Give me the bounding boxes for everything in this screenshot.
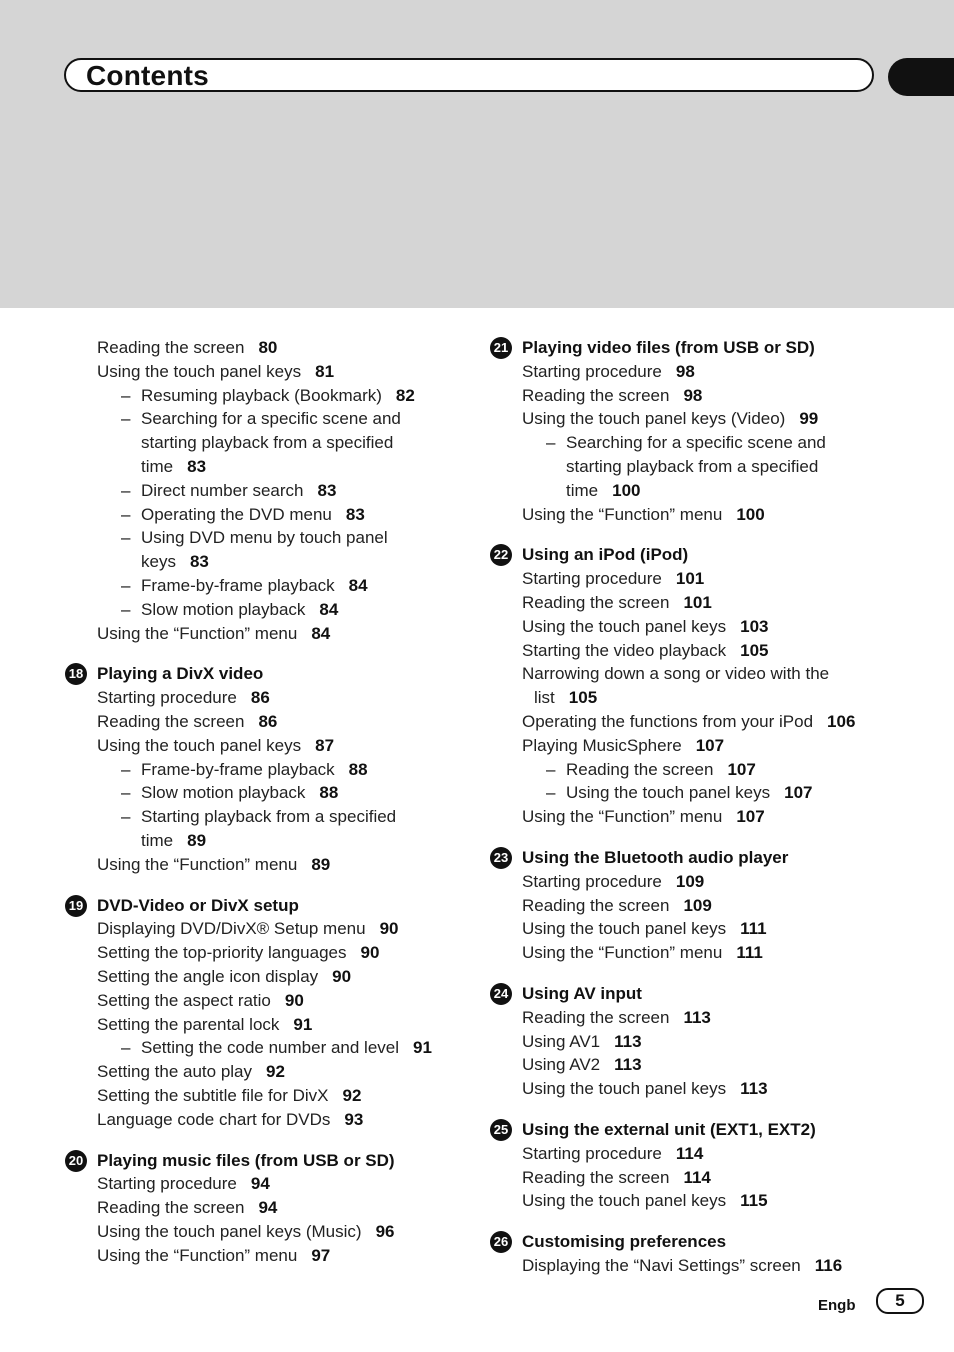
toc-entry-title: Starting the video playback <box>522 640 727 660</box>
toc-entry-title: Using the touch panel keys <box>566 783 771 803</box>
toc-entry-page: 89 <box>311 854 331 874</box>
toc-entry[interactable] <box>64 989 464 1013</box>
section-title: Using an iPod (iPod) <box>522 545 689 565</box>
toc-entry-page: 84 <box>311 623 331 643</box>
toc-entry-page: 86 <box>258 711 278 731</box>
toc-entry-title: Setting the aspect ratio <box>97 990 271 1010</box>
toc-entry[interactable] <box>489 639 929 663</box>
toc-entry[interactable] <box>489 781 929 805</box>
toc-entry-page: 113 <box>614 1031 642 1051</box>
toc-entry-page: 81 <box>315 361 335 381</box>
toc-entry-page: 101 <box>683 592 712 612</box>
section-title: DVD-Video or DivX setup <box>97 895 299 915</box>
dash-bullet: – <box>546 433 556 453</box>
toc-entry-page: 107 <box>695 735 725 755</box>
toc-entry-page: 87 <box>315 735 335 755</box>
dash-bullet: – <box>546 783 556 803</box>
toc-entry-page: 103 <box>740 616 769 636</box>
toc-entry[interactable] <box>64 574 464 598</box>
toc-entry-title: Reading the screen <box>522 1167 670 1187</box>
dash-bullet: – <box>121 807 131 827</box>
section-tab-marker <box>888 58 954 96</box>
toc-entry[interactable] <box>489 686 929 710</box>
toc-entry-page: 100 <box>612 480 641 500</box>
toc-entry-page: 105 <box>568 688 598 708</box>
toc-entry[interactable] <box>64 1172 464 1196</box>
toc-entry[interactable] <box>489 455 929 479</box>
toc-section-heading[interactable] <box>489 336 929 360</box>
toc-entry[interactable] <box>489 591 929 615</box>
toc-entry-title: Starting playback from a specified <box>141 807 397 827</box>
toc-section-heading[interactable] <box>489 543 929 567</box>
toc-entry[interactable] <box>489 1189 929 1213</box>
toc-entry-title: Setting the angle icon display <box>97 966 319 986</box>
section-number-badge: 20 <box>65 1150 87 1172</box>
toc-entry-title: Using AV2 <box>522 1055 601 1075</box>
toc-entry-title: Using the touch panel keys (Music) <box>97 1221 362 1241</box>
toc-entry[interactable] <box>489 917 929 941</box>
toc-entry-page: 90 <box>332 966 352 986</box>
toc-entry-title: Using the touch panel keys <box>522 919 727 939</box>
toc-entry-page: 91 <box>293 1014 313 1034</box>
toc-entry[interactable] <box>64 526 464 550</box>
toc-entry-page: 116 <box>814 1255 843 1275</box>
toc-entry[interactable] <box>64 384 464 408</box>
toc-entry[interactable] <box>489 710 929 734</box>
toc-entry-title: Displaying the “Navi Settings” screen <box>522 1255 801 1275</box>
toc-entry-page: 111 <box>740 919 767 939</box>
toc-entry-page: 94 <box>258 1198 278 1218</box>
toc-entry[interactable] <box>64 758 464 782</box>
section-number-badge: 22 <box>490 544 512 566</box>
toc-entry[interactable] <box>64 598 464 622</box>
dash-bullet: – <box>121 504 131 524</box>
section-number-badge: 23 <box>490 847 512 869</box>
toc-entry-title: Frame-by-frame playback <box>141 759 335 779</box>
toc-entry-page: 113 <box>614 1055 642 1075</box>
toc-entry[interactable] <box>489 805 929 829</box>
toc-entry[interactable] <box>64 407 464 431</box>
toc-entry[interactable] <box>64 853 464 877</box>
toc-entry-title: Operating the DVD menu <box>141 504 332 524</box>
toc-entry-title: Using the “Function” menu <box>522 943 723 963</box>
section-number-badge: 19 <box>65 895 87 917</box>
toc-entry-page: 109 <box>683 895 712 915</box>
toc-entry[interactable] <box>64 503 464 527</box>
toc-entry-title: Narrowing down a song or video with the <box>522 664 830 684</box>
toc-entry[interactable] <box>489 894 929 918</box>
toc-entry-title: Setting the auto play <box>97 1062 253 1082</box>
toc-section-heading[interactable] <box>64 894 464 918</box>
toc-entry[interactable] <box>489 870 929 894</box>
toc-entry[interactable] <box>64 686 464 710</box>
toc-entry-title: Language code chart for DVDs <box>97 1109 331 1129</box>
toc-entry-title: Searching for a specific scene and <box>566 433 826 453</box>
toc-entry[interactable] <box>64 622 464 646</box>
toc-entry-page: 99 <box>799 409 819 429</box>
toc-entry-page: 82 <box>395 385 415 405</box>
toc-entry[interactable] <box>489 1030 929 1054</box>
toc-entry-title: Reading the screen <box>97 338 245 357</box>
toc-entry-title: Setting the top-priority languages <box>97 943 347 963</box>
toc-entry-title: Reading the screen <box>522 385 670 405</box>
toc-entry[interactable] <box>489 1142 929 1166</box>
toc-entry-title: Reading the screen <box>566 759 714 779</box>
toc-entry-page: 113 <box>740 1079 768 1099</box>
toc-entry-title: Starting procedure <box>522 569 662 589</box>
toc-entry[interactable] <box>64 1036 464 1060</box>
toc-entry-title: Resuming playback (Bookmark) <box>141 385 382 405</box>
toc-entry-page: 83 <box>345 504 365 524</box>
dash-bullet: – <box>121 528 131 548</box>
toc-entry-page: 97 <box>311 1245 331 1265</box>
toc-entry-page: 107 <box>736 807 765 827</box>
toc-entry-title: keys <box>141 552 176 572</box>
toc-entry[interactable] <box>64 805 464 829</box>
toc-section-heading[interactable] <box>64 662 464 686</box>
toc-entry[interactable] <box>489 407 929 431</box>
dash-bullet: – <box>121 783 131 803</box>
toc-entry[interactable] <box>64 734 464 758</box>
toc-entry-page: 83 <box>317 480 337 500</box>
toc-entry-page: 88 <box>348 759 368 779</box>
toc-entry[interactable] <box>64 1108 464 1132</box>
toc-entry-title: Using the touch panel keys (Video) <box>522 409 786 429</box>
dash-bullet: – <box>121 1038 131 1058</box>
section-number-badge: 26 <box>490 1231 512 1253</box>
toc-entry[interactable] <box>64 455 464 479</box>
toc-section-heading[interactable] <box>489 1230 929 1254</box>
toc-entry[interactable] <box>489 431 929 455</box>
toc-entry-page: 98 <box>675 361 695 381</box>
toc-entry-title: Reading the screen <box>522 592 670 612</box>
toc-entry-title: Starting procedure <box>522 1143 662 1163</box>
dash-bullet: – <box>121 599 131 619</box>
toc-entry-page: 84 <box>348 575 368 595</box>
toc-entry-title: Reading the screen <box>522 1007 670 1027</box>
toc-entry-title: starting playback from a specified <box>566 456 819 476</box>
toc-entry-page: 111 <box>736 943 763 963</box>
toc-entry-title: list <box>534 688 555 708</box>
toc-entry-page: 114 <box>675 1143 704 1163</box>
toc-entry-page: 91 <box>413 1038 432 1058</box>
toc-entry-page: 84 <box>319 599 339 619</box>
section-title: Using the Bluetooth audio player <box>522 847 789 867</box>
toc-entry[interactable] <box>489 479 929 503</box>
page-number: 5 <box>876 1288 924 1314</box>
toc-entry-page: 80 <box>258 338 278 357</box>
toc-entry-page: 89 <box>187 830 207 850</box>
toc-entry[interactable] <box>489 758 929 782</box>
toc-entry-title: Slow motion playback <box>141 599 306 619</box>
toc-entry-title: Using the touch panel keys <box>97 735 302 755</box>
toc-entry[interactable] <box>489 503 929 527</box>
toc-section-heading[interactable] <box>489 1118 929 1142</box>
toc-entry-page: 113 <box>683 1007 711 1027</box>
toc-entry-title: Starting procedure <box>97 1174 237 1194</box>
toc-entry[interactable] <box>489 734 929 758</box>
section-title: Customising preferences <box>522 1232 727 1252</box>
toc-entry-title: Frame-by-frame playback <box>141 575 335 595</box>
toc-entry-title: Setting the code number and level <box>141 1038 400 1058</box>
toc-entry-title: Using the “Function” menu <box>522 807 723 827</box>
toc-section-heading[interactable] <box>489 982 929 1006</box>
toc-entry-title: Setting the subtitle file for DivX <box>97 1085 329 1105</box>
section-title: Playing music files (from USB or SD) <box>97 1150 395 1170</box>
dash-bullet: – <box>546 759 556 779</box>
toc-entry[interactable] <box>489 1053 929 1077</box>
dash-bullet: – <box>121 575 131 595</box>
dash-bullet: – <box>121 409 131 429</box>
toc-entry[interactable] <box>489 662 929 686</box>
section-number-badge: 24 <box>490 983 512 1005</box>
toc-entry[interactable] <box>489 1254 929 1278</box>
toc-entry-title: starting playback from a specified <box>141 433 394 453</box>
toc-entry-page: 93 <box>344 1109 364 1129</box>
toc-entry[interactable] <box>64 550 464 574</box>
toc-entry[interactable] <box>64 781 464 805</box>
toc-entry-page: 115 <box>740 1191 768 1211</box>
section-number-badge: 21 <box>490 337 512 359</box>
header-band <box>0 0 954 308</box>
toc-entry-title: Reading the screen <box>522 895 670 915</box>
toc-entry-title: Using the touch panel keys <box>522 616 727 636</box>
toc-entry[interactable] <box>64 1084 464 1108</box>
toc-entry[interactable] <box>64 479 464 503</box>
toc-entry-title: Operating the functions from your iPod <box>522 711 814 731</box>
toc-entry-page: 90 <box>379 919 399 939</box>
toc-entry-title: Using the “Function” menu <box>522 504 723 524</box>
toc-entry-title: Reading the screen <box>97 711 245 731</box>
toc-entry-page: 98 <box>683 385 703 405</box>
toc-entry-page: 106 <box>827 711 856 731</box>
toc-entry-title: Using the touch panel keys <box>522 1079 727 1099</box>
toc-entry[interactable] <box>64 431 464 455</box>
section-number-badge: 18 <box>65 663 87 685</box>
toc-entry-page: 109 <box>675 871 705 891</box>
toc-entry[interactable] <box>64 941 464 965</box>
toc-entry-page: 92 <box>342 1085 362 1105</box>
dash-bullet: – <box>121 385 131 405</box>
toc-entry-title: Starting procedure <box>522 361 662 381</box>
toc-entry-title: Searching for a specific scene and <box>141 409 401 429</box>
toc-left-column <box>64 336 464 1267</box>
toc-entry[interactable] <box>489 615 929 639</box>
section-title: Playing video files (from USB or SD) <box>522 338 815 357</box>
toc-entry[interactable] <box>64 829 464 853</box>
toc-entry-title: Direct number search <box>141 480 304 500</box>
toc-entry[interactable] <box>64 1060 464 1084</box>
toc-section-heading[interactable] <box>64 1149 464 1173</box>
toc-entry-title: Using the touch panel keys <box>97 361 302 381</box>
toc-entry-title: Starting procedure <box>522 871 662 891</box>
toc-entry[interactable] <box>489 360 929 384</box>
toc-entry[interactable] <box>489 1166 929 1190</box>
toc-entry-page: 107 <box>784 783 813 803</box>
toc-entry-title: Using the “Function” menu <box>97 1245 298 1265</box>
section-number-badge: 25 <box>490 1119 512 1141</box>
toc-entry-page: 90 <box>284 990 304 1010</box>
toc-entry-title: Using the “Function” menu <box>97 854 298 874</box>
toc-entry-page: 100 <box>736 504 765 524</box>
toc-entry-title: Setting the parental lock <box>97 1014 280 1034</box>
toc-entry[interactable] <box>489 1077 929 1101</box>
toc-entry-title: Using AV1 <box>522 1031 601 1051</box>
toc-entry-title: Using the “Function” menu <box>97 623 298 643</box>
toc-entry-title: time <box>141 830 174 850</box>
toc-entry[interactable] <box>489 1006 929 1030</box>
toc-entry-title: Using the touch panel keys <box>522 1191 727 1211</box>
toc-entry-page: 83 <box>187 456 207 476</box>
toc-entry-page: 107 <box>727 759 756 779</box>
toc-entry[interactable] <box>64 917 464 941</box>
section-title: Using AV input <box>522 983 642 1003</box>
page-title: Contents <box>86 60 209 91</box>
section-title: Playing a DivX video <box>97 664 264 684</box>
toc-entry-page: 86 <box>250 688 270 708</box>
toc-entry[interactable] <box>489 567 929 591</box>
toc-entry[interactable] <box>64 710 464 734</box>
dash-bullet: – <box>121 480 131 500</box>
toc-right-column <box>489 336 929 1278</box>
toc-entry[interactable] <box>64 1220 464 1244</box>
toc-entry[interactable] <box>64 1196 464 1220</box>
toc-entry-page: 105 <box>740 640 769 660</box>
toc-entry-title: Using DVD menu by touch panel <box>141 528 388 548</box>
contents-title-bar <box>64 58 874 92</box>
toc-entry-page: 83 <box>189 552 209 572</box>
toc-entry[interactable] <box>64 1013 464 1037</box>
toc-entry-title: Playing MusicSphere <box>522 735 682 755</box>
language-code: Engb <box>818 1297 856 1314</box>
toc-entry-title: Reading the screen <box>97 1198 245 1218</box>
section-title: Using the external unit (EXT1, EXT2) <box>522 1119 816 1139</box>
toc-entry-page: 92 <box>266 1062 285 1082</box>
toc-entry-title: time <box>566 480 599 500</box>
toc-entry[interactable] <box>64 336 464 360</box>
toc-entry-page: 94 <box>250 1174 270 1194</box>
toc-entry[interactable] <box>64 360 464 384</box>
toc-section-heading[interactable] <box>489 846 929 870</box>
toc-entry[interactable] <box>489 384 929 408</box>
toc-entry-title: Displaying DVD/DivX® Setup menu <box>97 919 366 939</box>
toc-entry-page: 114 <box>683 1167 711 1187</box>
toc-entry-title: Slow motion playback <box>141 783 306 803</box>
toc-entry-title: Starting procedure <box>97 688 237 708</box>
toc-entry[interactable] <box>64 1244 464 1268</box>
toc-entry[interactable] <box>64 965 464 989</box>
toc-entry[interactable] <box>489 941 929 965</box>
toc-entry-page: 101 <box>675 569 705 589</box>
toc-entry-title: time <box>141 456 174 476</box>
dash-bullet: – <box>121 759 131 779</box>
toc-entry-page: 90 <box>360 943 380 963</box>
toc-entry-page: 88 <box>319 783 339 803</box>
toc-entry-page: 96 <box>375 1221 395 1241</box>
